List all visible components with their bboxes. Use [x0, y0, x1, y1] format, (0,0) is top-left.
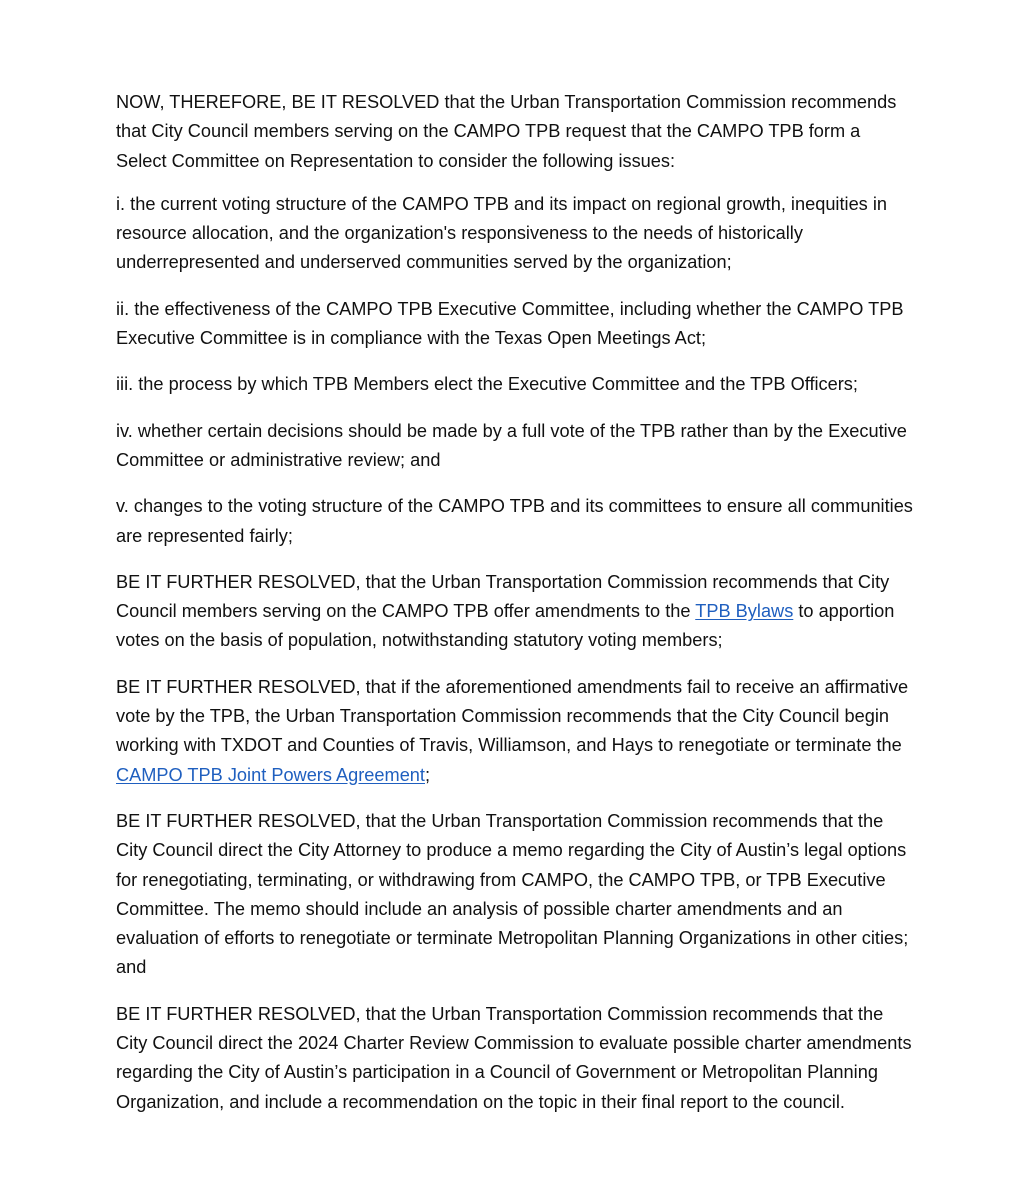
bylaws-text-after: to apportion votes on the basis of population, notwithstanding statutory voting members; [116, 601, 895, 651]
further-resolved-charter-paragraph: BE IT FURTHER RESOLVED, that the Urban Transportation Commission recommends that the City Council direct the 2024 Charter Review Commission to evaluate possible charter amendments regarding the City of Austin’s participation in a Council of Government or Metropolitan Planning Organization, and include a recommendation on the topic in their final report to the council. [116, 1003, 912, 1112]
issue-i-paragraph: i. the current voting structure of the CAMPO TPB and its impact on regional growth, inequities in resource allocation, and the organization's responsiveness to the needs of historically underrepresented and underserved communities served by the organization; [116, 193, 887, 273]
further-resolved-bylaws-paragraph [116, 568, 913, 656]
further-resolved-jpa-paragraph [116, 673, 913, 790]
jpa-text-after: ; [424, 764, 431, 785]
issue-v-paragraph: v. changes to the voting structure of the CAMPO TPB and its committees to ensure all communities are represented fairly; [116, 496, 913, 546]
issue-ii-paragraph: ii. the effectiveness of the CAMPO TPB Executive Committee, including whether the CAMPO TPB Executive Committee is in compliance with the Texas Open Meetings Act; [116, 298, 904, 349]
issue-iii-paragraph: iii. the process by which TPB Members elect the Executive Committee and the TPB Officers; [116, 374, 858, 395]
issue-iv-paragraph: iv. whether certain decisions should be made by a full vote of the TPB rather than by the Executive Committee or administrative review; and [116, 420, 907, 470]
bylaws-text-before: BE IT FURTHER RESOLVED, that the Urban Transportation Commission recommends that City Council members serving on the CAMPO TPB offer amendments to the [116, 571, 890, 622]
tpb-bylaws-link[interactable]: TPB Bylaws [695, 601, 794, 622]
resolution-paragraph-main: NOW, THEREFORE, BE IT RESOLVED that the Urban Transportation Commission recommends that City Council members serving on the CAMPO TPB request that the CAMPO TPB form a Select Committee on Representation to consider the following issues: [116, 92, 897, 171]
campo-jpa-link[interactable]: CAMPO TPB Joint Powers Agreement [116, 764, 425, 785]
further-resolved-memo-paragraph: BE IT FURTHER RESOLVED, that the Urban Transportation Commission recommends that the City Council direct the City Attorney to produce a memo regarding the City of Austin’s legal options for renegotiating, terminating, or withdrawing from CAMPO, the CAMPO TPB, or TPB Executive Committee. The memo should include an analysis of possible charter amendments and an evaluation of efforts to renegotiate or terminate Metropolitan Planning Organizations in other cities; and [116, 810, 909, 978]
jpa-text-before: BE IT FURTHER RESOLVED, that if the aforementioned amendments fail to receive an affirmative vote by the TPB, the Urban Transportation Commission recommends that the City Council begin working with TXDOT and Counties of Travis, Williamson, and Hays to renegotiate or terminate the [116, 676, 909, 756]
